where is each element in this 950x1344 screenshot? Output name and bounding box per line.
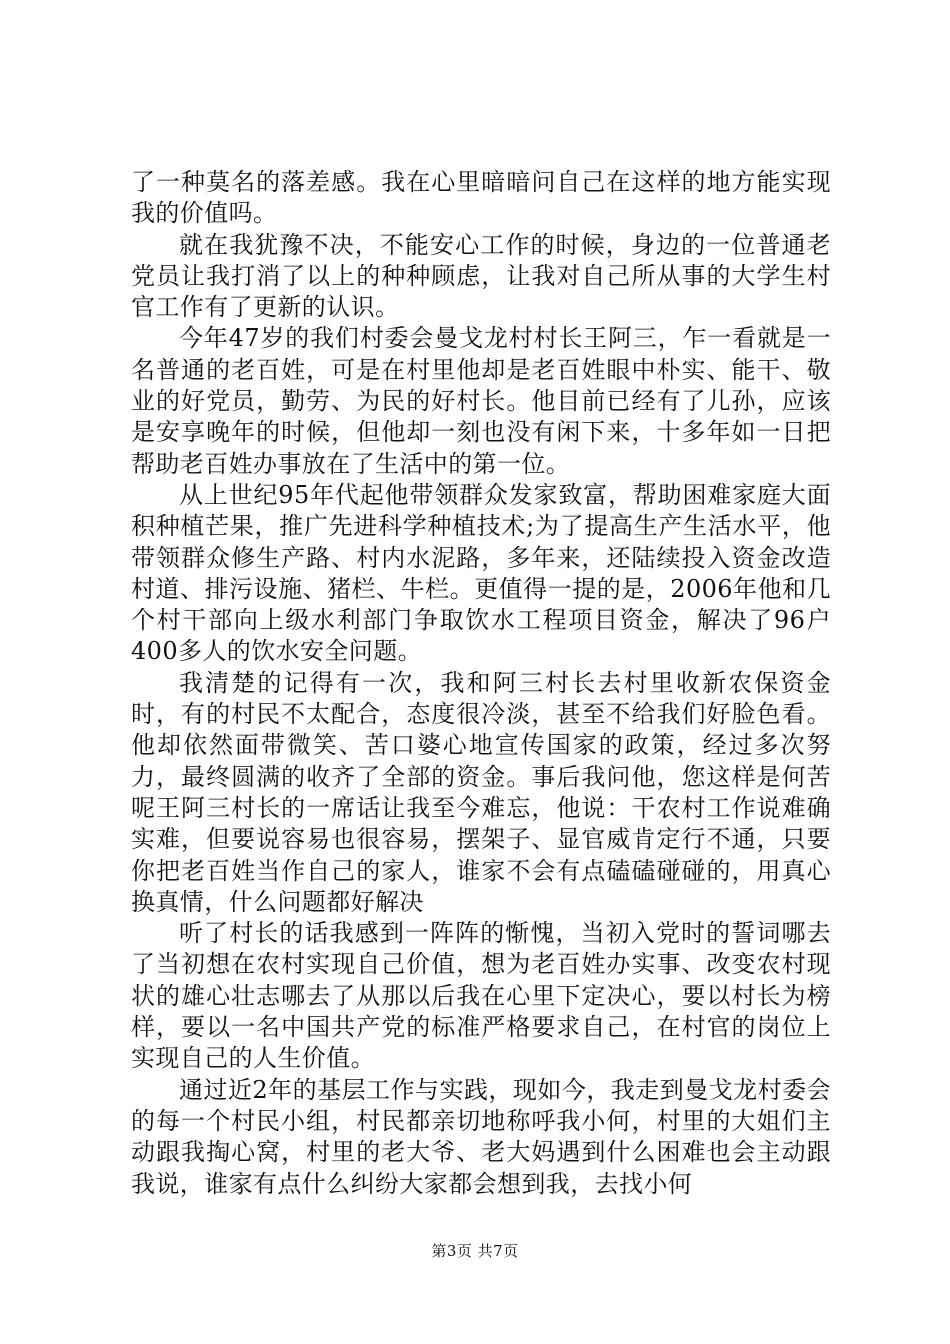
page-number: 第3页 共7页 bbox=[431, 1242, 519, 1260]
paragraph: 今年47岁的我们村委会曼戈龙村村长王阿三，乍一看就是一名普通的老百姓，可是在村里他却是老百姓眼中朴实、能干、敬业的好党员，勤劳、为民的好村长。他目前已经有了儿孙，应该是安享晚年的时候，但他却一刻也没有闲下来，十多年如一日把帮助老百姓办事放在了生活中的第一位。 bbox=[131, 324, 831, 478]
body-text bbox=[131, 167, 831, 1200]
paragraph: 了一种莫名的落差感。我在心里暗暗问自己在这样的地方能实现我的价值吗。 bbox=[131, 168, 831, 228]
paragraph: 听了村长的话我感到一阵阵的惭愧，当初入党时的誓词哪去了当初想在农村实现自己价值，想为老百姓办实事、改变农村现状的雄心壮志哪去了从那以后我在心里下定决心，要以村长为榜样，要以一名中国共产党的标准严格要求自己，在村官的岗位上实现自己的人生价值。 bbox=[131, 919, 831, 1073]
paragraph: 就在我犹豫不决，不能安心工作的时候，身边的一位普通老党员让我打消了以上的种种顾虑，让我对自己所从事的大学生村官工作有了更新的认识。 bbox=[131, 230, 831, 322]
paragraph: 从上世纪95年代起他带领群众发家致富，帮助困难家庭大面积种植芒果，推广先进科学种植技术;为了提高生产生活水平，他带领群众修生产路、村内水泥路，多年来，还陆续投入资金改造村道、排污设施、猪栏、牛栏。更值得一提的是，2006年他和几个村干部向上级水利部门争取饮水工程项目资金，解决了96户400多人的饮水安全问题。 bbox=[131, 480, 831, 666]
paragraph: 我清楚的记得有一次，我和阿三村长去村里收新农保资金时，有的村民不太配合，态度很冷淡，甚至不给我们好脸色看。他却依然面带微笑、苦口婆心地宣传国家的政策，经过多次努力，最终圆满的收齐了全部的资金。事后我问他，您这样是何苦呢王阿三村长的一席话让我至今难忘，他说：干农村工作说难确实难，但要说容易也很容易，摆架子、显官威肯定行不通，只要你把老百姓当作自己的家人，谁家不会有点磕磕碰碰的，用真心换真情，什么问题都好解决 bbox=[131, 668, 831, 916]
paragraph: 通过近2年的基层工作与实践，现如今，我走到曼戈龙村委会的每一个村民小组，村民都亲切地称呼我小何，村里的大姐们主动跟我掏心窝，村里的老大爷、老大妈遇到什么困难也会主动跟我说，谁家有点什么纠纷大家都会想到我，去找小何 bbox=[131, 1075, 831, 1198]
